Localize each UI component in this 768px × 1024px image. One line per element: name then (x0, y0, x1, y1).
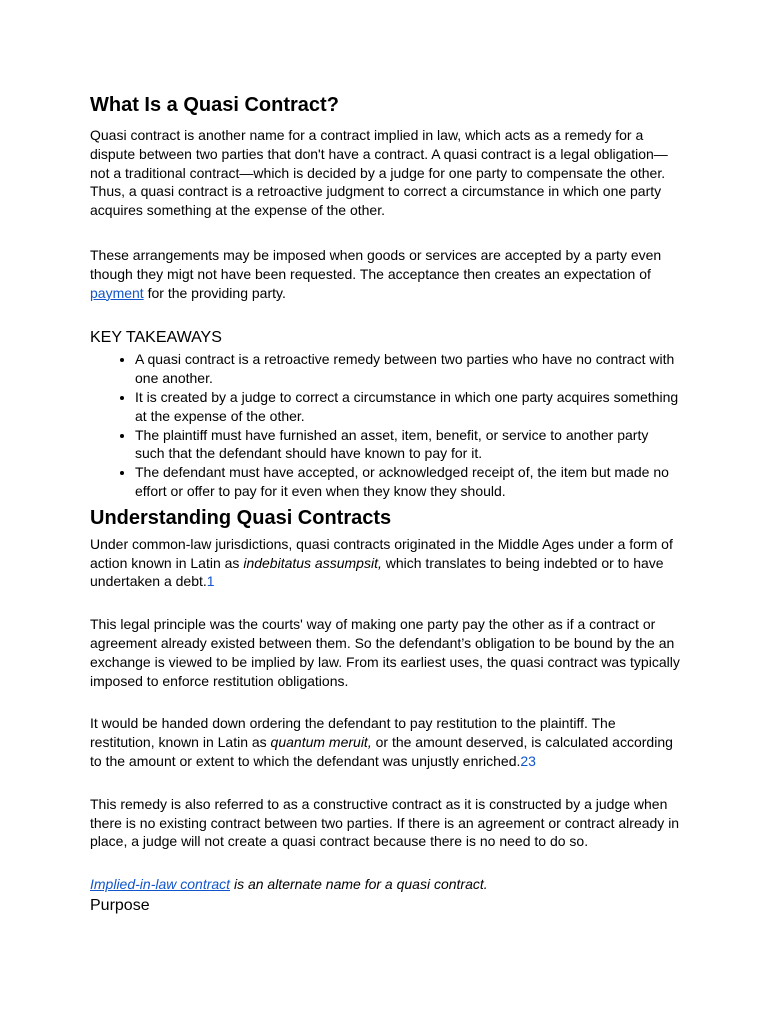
key-takeaways-heading: KEY TAKEAWAYS (90, 329, 222, 347)
spacer (90, 220, 680, 246)
latin-term-indebitatus: indebitatus assumpsit, (243, 554, 382, 571)
reference-link-1[interactable]: 1 (206, 573, 215, 590)
section2-paragraph-3-text: It would be handed down ordering the defendant to pay restitution to the plaintiff. The restitution, known in Latin as (90, 715, 616, 751)
spacer (90, 591, 680, 615)
section2-paragraph-3-tail: or the amount deserved, is calculated according to the amount or extent to which the defendant was unjustly enriched. (90, 734, 673, 769)
spacer (90, 771, 680, 795)
section2-paragraph-3 (90, 714, 680, 770)
implied-in-law-contract-link[interactable]: Implied-in-law contract (90, 876, 231, 893)
section2-paragraph-5-tail: is an alternate name for a quasi contract. (230, 876, 488, 893)
document-page (90, 92, 680, 916)
list-item: • It is created by a judge to correct a circumstance in which one party acquires something at the expense of the other. (135, 388, 680, 426)
section2-paragraph-2: This legal principle was the courts' way of making one party pay the other as if a contract or agreement already existed between them. So the defendant’s obligation to be bound by the an exchange is viewed to be implied by law. From its earliest uses, the quasi contract was typically imposed to enforce restitution obligations. (90, 616, 680, 689)
payment-link[interactable]: payment (90, 284, 144, 301)
section2-paragraph-4: This remedy is also referred to as a constructive contract as it is constructed by a judge when there is no existing contract between two parties. If there is an agreement or contract already in place, a judge will not create a quasi contract because there is no need to do so. (90, 795, 680, 850)
spacer (90, 690, 680, 714)
intro-paragraph-2 (90, 246, 680, 302)
reference-link-23[interactable]: 23 (520, 752, 536, 769)
list-item: • A quasi contract is a retroactive remedy between two parties who have no contract with one another. (135, 350, 680, 388)
section2-paragraph-1 (90, 535, 680, 591)
section2-paragraph-1-tail: which translates to being indebted or to have undertaken a debt. (90, 554, 664, 590)
section2-paragraph-5 (90, 875, 680, 894)
spacer (90, 302, 680, 328)
purpose-heading: Purpose (90, 896, 150, 914)
list-item: • The plaintiff must have furnished an asset, item, benefit, or service to another party such that the defendant should have known to pay for it. (135, 426, 680, 464)
latin-term-quantum-meruit: quantum meruit, (270, 734, 372, 751)
section2-paragraph-1-text: Under common-law jurisdictions, quasi contracts originated in the Middle Ages under a form of action known in Latin as (90, 535, 673, 571)
section-title-understanding: Understanding Quasi Contracts (90, 506, 392, 529)
page-title: What Is a Quasi Contract? (90, 94, 339, 116)
intro-paragraph-2-tail: for the providing party. (143, 284, 286, 301)
key-takeaways-list (90, 350, 680, 500)
intro-paragraph-2-text: These arrangements may be imposed when goods or services are accepted by a party even though they migt not have been requested. The acceptance then creates an expectation of (90, 246, 662, 282)
spacer (90, 851, 680, 875)
list-item: • The defendant must have accepted, or acknowledged receipt of, the item but made no effort or offer to pay for it even when they know they should. (135, 463, 680, 501)
intro-paragraph-1: Quasi contract is another name for a contract implied in law, which acts as a remedy for a dispute between two parties that don't have a contract. A quasi contract is a legal obligation—not a traditional contract—which is decided by a judge for one party to compensate the other. Thus, a quasi contract is a retroactive judgment to correct a circumstance in which one party acquires something at the expense of the other. (90, 127, 668, 219)
